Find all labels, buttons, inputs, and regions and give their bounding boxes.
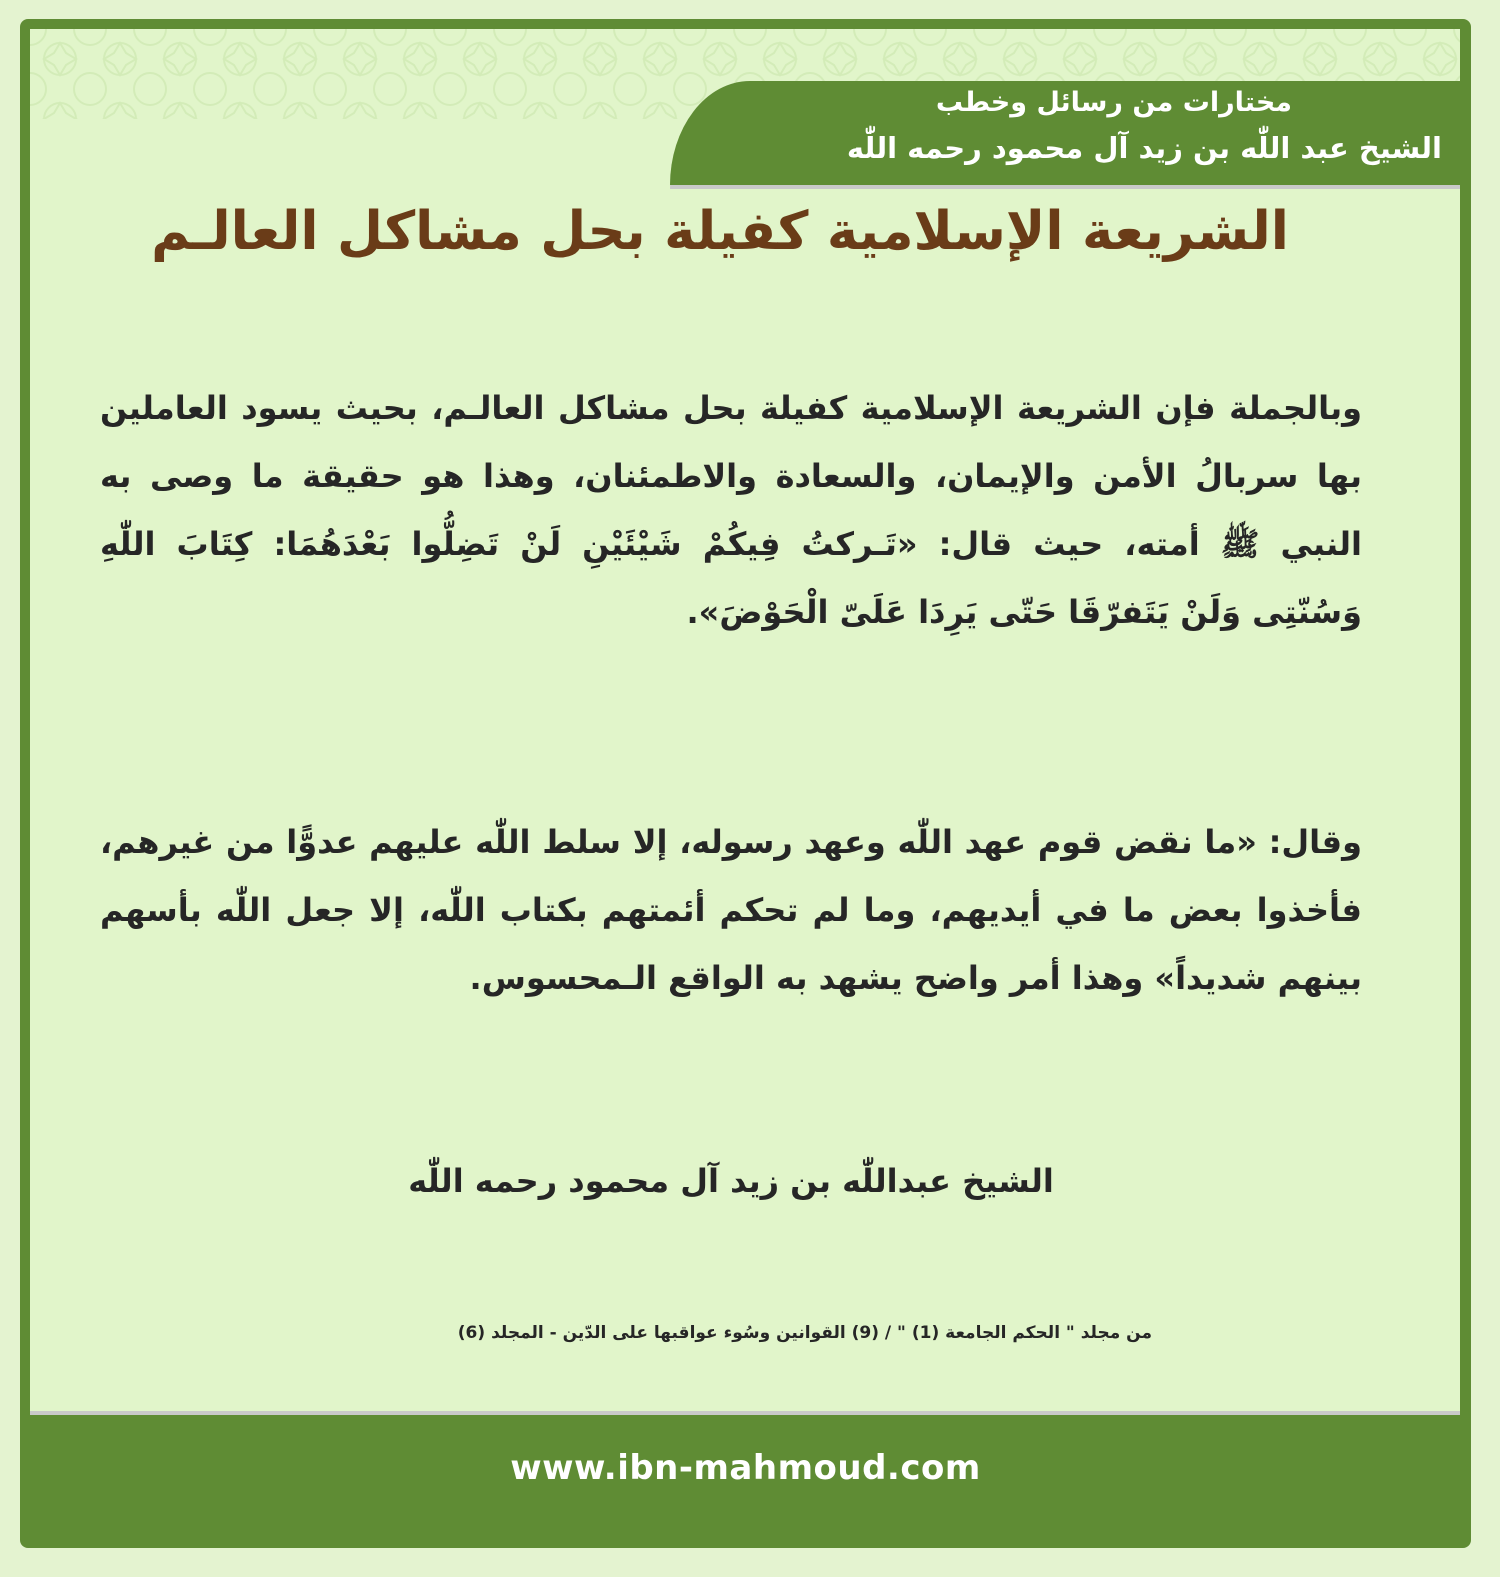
content-panel <box>30 29 1460 1411</box>
body-paragraph-2: وقال: «ما نقض قوم عهد اللّٰه وعهد رسوله، إلا سلط اللّٰه عليهم عدوًّا من غيرهم، فأخذوا بعض ما في أيديهم، وما لم تحكم أئمتهم بكتاب اللّٰه، إلا جعل اللّٰه بأسهم بينهم شديداً» وهذا أمر واضح يشهد به الواقع الـمحسوس. <box>100 823 1362 997</box>
body-paragraph-1: وبالجملة فإن الشريعة الإسلامية كفيلة بحل مشاكل العالـم، بحيث يسود العاملين بها سربالُ الأمن والإيمان، والسعادة والاطمئنان، وهذا هو حقيقة ما وصى به النبي ﷺ أمته، حيث قال: «تَـركتُ فِيكُمْ شَيْئَيْنِ لَنْ تَضِلُّوا بَعْدَهُمَا: كِتَابَ اللّٰهِ وَسُنّتِى وَلَنْ يَتَفرّقَا حَتّى يَرِدَا عَلَىّ الْحَوْضَ». <box>100 389 1362 631</box>
page-title: الشريعة الإسلامية كفيلة بحل مشاكل العالـم <box>151 201 1289 262</box>
author-signature: الشيخ عبداللّٰه بن زيد آل محمود رحمه اللّٰه <box>408 1162 1054 1200</box>
header-series-title: مختارات من رسائل وخطب <box>935 87 1292 118</box>
website-link[interactable]: www.ibn-mahmoud.com <box>510 1448 981 1488</box>
header-author-name: الشيخ عبد اللّٰه بن زيد آل محمود رحمه اللّٰه <box>846 131 1442 165</box>
header-banner <box>670 81 1460 185</box>
source-citation: من مجلد " الحكم الجامعة (1) " / (9) القوانين وسُوء عواقبها على الدّين - المجلد (6) <box>457 1323 1152 1343</box>
